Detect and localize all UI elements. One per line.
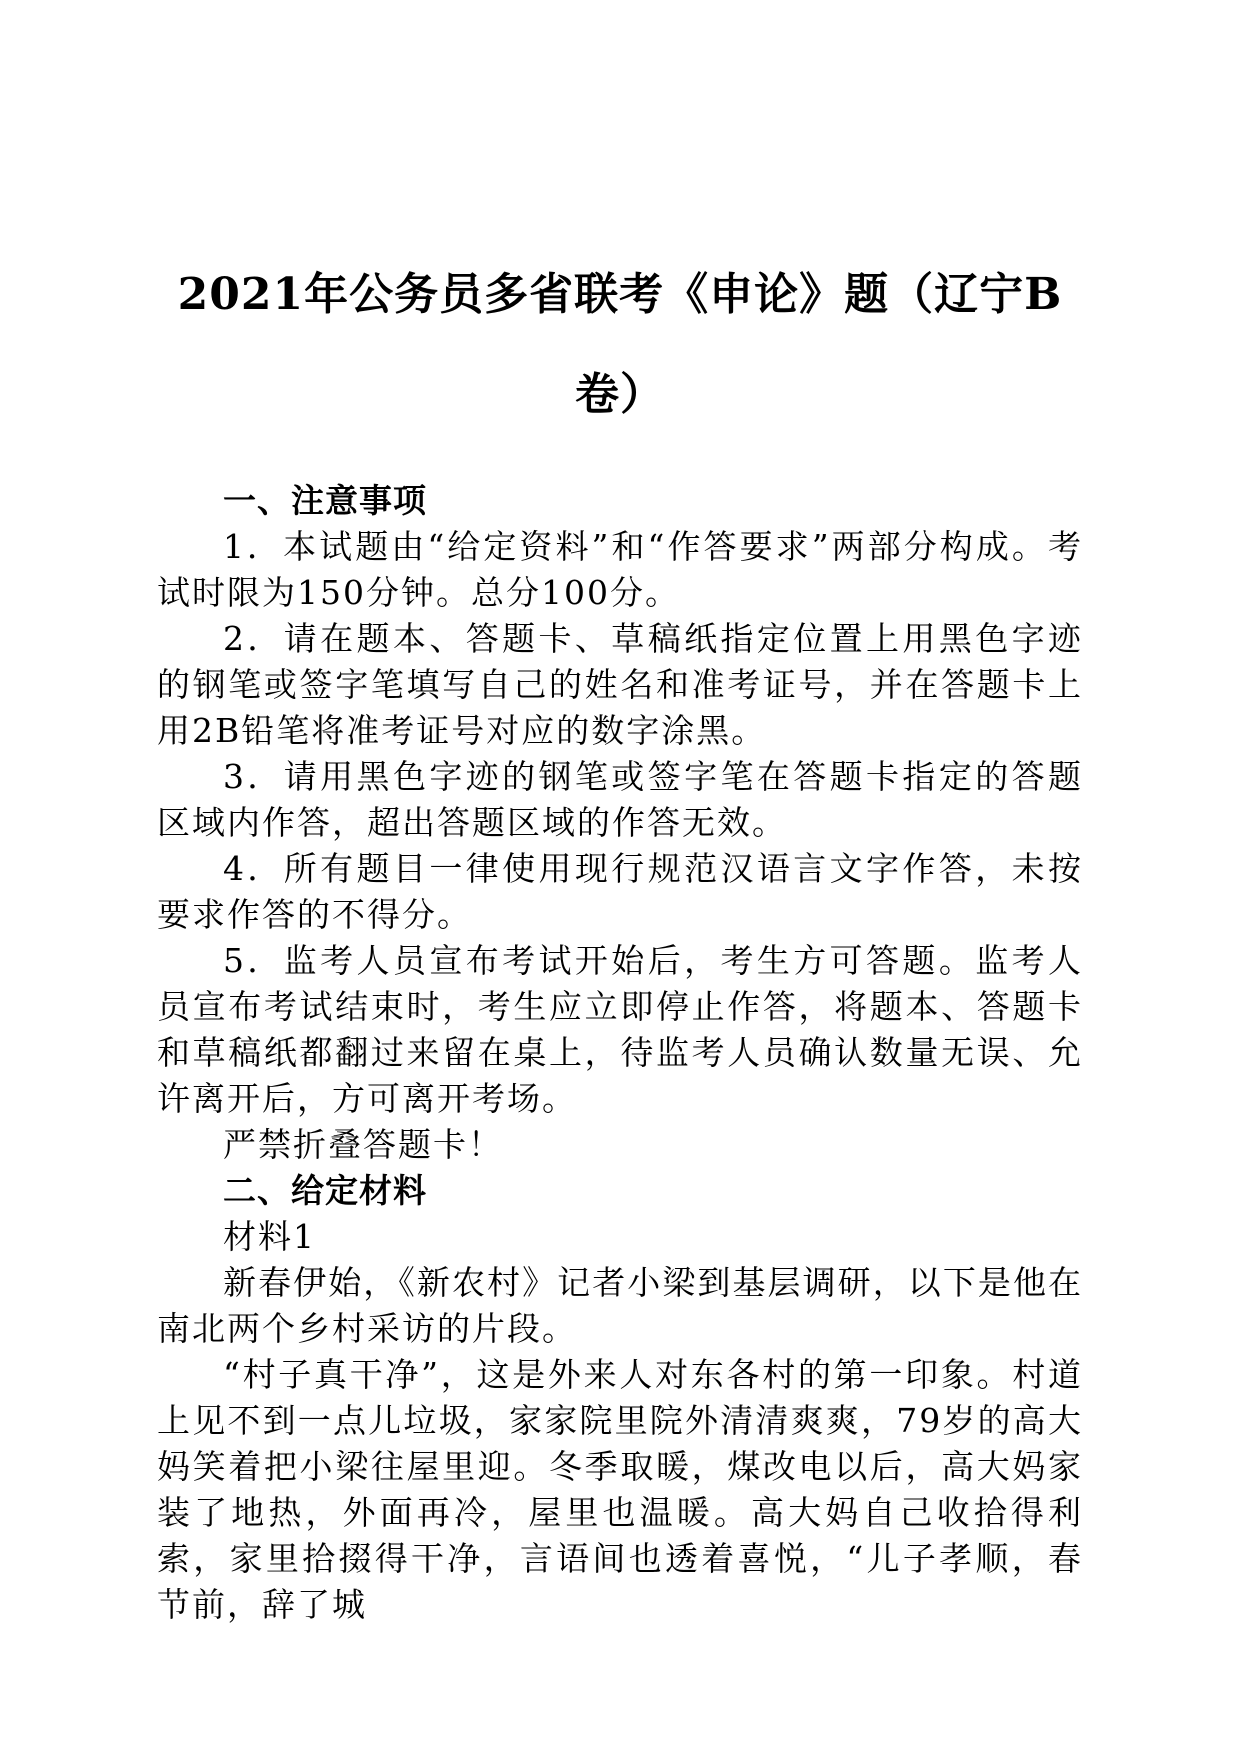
- notes-item-5: 5．监考人员宣布考试开始后，考生方可答题。监考人员宣布考试结束时，考生应立即停止作答，将题本、答题卡和草稿纸都翻过来留在桌上，待监考人员确认数量无误、允许离开后，方可离开考场。: [157, 941, 1083, 1118]
- material-label: 材料1: [223, 1217, 316, 1256]
- notes-item-4: 4．所有题目一律使用现行规范汉语言文字作答，未按要求作答的不得分。: [157, 849, 1083, 934]
- section-heading-materials: 二、给定材料: [223, 1171, 427, 1210]
- section-heading-notes: 一、注意事项: [223, 481, 427, 520]
- material-paragraph-1: 新春伊始，《新农村》记者小梁到基层调研，以下是他在南北两个乡村采访的片段。: [157, 1263, 1083, 1348]
- notes-item-3: 3．请用黑色字迹的钢笔或签字笔在答题卡指定的答题区域内作答，超出答题区域的作答无效。: [157, 757, 1083, 842]
- notes-warning: 严禁折叠答题卡！: [223, 1125, 503, 1164]
- notes-item-2: 2．请在题本、答题卡、草稿纸指定位置上用黑色字迹的钢笔或签字笔填写自己的姓名和准考证号，并在答题卡上用2B铅笔将准考证号对应的数字涂黑。: [157, 619, 1083, 750]
- material-paragraph-2: “村子真干净”，这是外来人对东各村的第一印象。村道上见不到一点儿垃圾，家家院里院外清清爽爽，79岁的高大妈笑着把小梁往屋里迎。冬季取暖，煤改电以后，高大妈家装了地热，外面再冷，屋里也温暖。高大妈自己收拾得利索，家里拾掇得干净，言语间也透着喜悦，“儿子孝顺，春节前，辞了城: [157, 1355, 1083, 1624]
- notes-item-1: 1．本试题由“给定资料”和“作答要求”两部分构成。考试时限为150分钟。总分100分。: [157, 527, 1083, 612]
- document-body: [157, 478, 1083, 1628]
- document-title: 2021年公务员多省联考《申论》题（辽宁B卷）: [177, 269, 1063, 420]
